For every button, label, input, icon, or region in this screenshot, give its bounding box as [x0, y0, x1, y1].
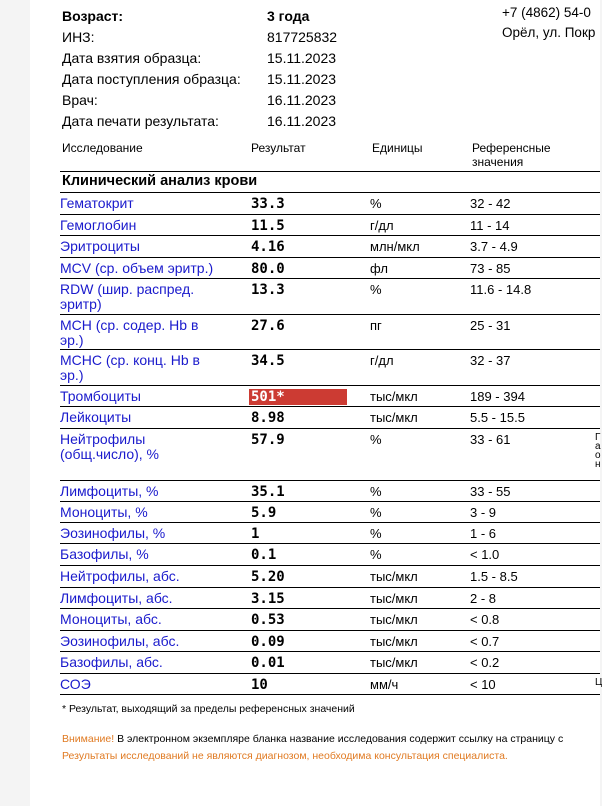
inz-value: 817725832	[267, 29, 338, 45]
test-name-link[interactable]	[60, 569, 245, 584]
test-name-line: Нейтрофилы	[60, 431, 146, 447]
test-name-link[interactable]	[60, 634, 245, 649]
result-value: 0.53	[251, 612, 285, 628]
result-units: %	[370, 196, 382, 211]
reference-range: 1.5 - 8.5	[470, 569, 518, 584]
table-row	[30, 652, 600, 674]
table-row	[30, 631, 600, 652]
inz-label: ИНЗ:	[62, 29, 95, 45]
result-units: пг	[370, 318, 382, 333]
result-value: 11.5	[251, 218, 285, 234]
result-value: 3.15	[251, 591, 285, 607]
test-name-link[interactable]	[60, 484, 245, 499]
comment-fragment: Г	[595, 432, 601, 443]
result-units: фл	[370, 261, 388, 276]
reference-range: < 10	[470, 677, 496, 692]
test-name-link[interactable]	[60, 353, 245, 383]
table-row	[30, 609, 600, 631]
test-name-link[interactable]	[60, 505, 245, 520]
table-row	[30, 193, 600, 215]
test-name-link[interactable]	[60, 432, 245, 462]
clinic-address: Орёл, ул. Покр	[502, 25, 596, 40]
test-name-link[interactable]	[60, 677, 245, 692]
test-name-line: Эозинофилы, %	[60, 525, 166, 541]
table-row	[30, 566, 600, 588]
reference-range: 11 - 14	[470, 218, 510, 233]
comment-fragment: о	[595, 450, 601, 461]
result-value: 4.16	[251, 239, 285, 255]
result-value: 34.5	[251, 353, 285, 369]
table-row	[30, 429, 600, 481]
doctor-label: Врач:	[62, 92, 98, 108]
col-header-test: Исследование	[62, 141, 143, 155]
reference-range: 25 - 31	[470, 318, 511, 333]
disclaimer: Результаты исследований не являются диагнозом, необходима консультация специалиста.	[62, 750, 508, 762]
test-name-line: СОЭ	[60, 676, 91, 692]
result-value: 35.1	[251, 484, 285, 500]
result-value: 33.3	[251, 196, 285, 212]
test-name-line: RDW (шир. распред.	[60, 281, 195, 297]
test-name-line: Базофилы, %	[60, 546, 149, 562]
result-value: 27.6	[251, 318, 285, 334]
reference-range: 1 - 6	[470, 526, 497, 541]
lab-report-sheet	[30, 0, 600, 806]
reference-range: 3 - 9	[470, 505, 497, 520]
table-row	[30, 279, 600, 315]
test-name-link[interactable]	[60, 526, 245, 541]
result-value-flagged: 501*	[249, 389, 347, 405]
notice	[62, 733, 563, 745]
table-row	[30, 502, 600, 523]
result-value: 0.1	[251, 547, 277, 563]
comment-fragment: н	[595, 459, 601, 470]
result-value: 57.9	[251, 432, 285, 448]
test-name-line: Лейкоциты	[60, 409, 132, 425]
doctor-value: 16.11.2023	[267, 92, 337, 108]
reference-range: < 0.7	[470, 634, 500, 649]
test-name-line: (общ.число), %	[60, 446, 159, 462]
col-header-result: Результат	[251, 141, 306, 155]
table-row	[30, 588, 600, 609]
clinic-phone: +7 (4862) 54-0	[502, 5, 591, 20]
test-name-line: Лимфоциты, %	[60, 483, 159, 499]
reference-range: 2 - 8	[470, 591, 497, 606]
test-name-line: Нейтрофилы, абс.	[60, 568, 180, 584]
test-name-line: Моноциты, абс.	[60, 611, 162, 627]
result-units: тыс/мкл	[370, 591, 418, 606]
result-units: тыс/мкл	[370, 389, 418, 404]
col-header-reference-line2: значения	[472, 155, 524, 169]
reference-range: 32 - 37	[470, 353, 511, 368]
table-row	[30, 315, 600, 350]
reference-range: 33 - 55	[470, 484, 511, 499]
test-name-link[interactable]	[60, 282, 245, 312]
test-name-link[interactable]	[60, 547, 245, 562]
test-name-line: MCHC (ср. конц. Hb в	[60, 352, 200, 368]
table-row	[30, 236, 600, 258]
comment-fragment: а	[595, 441, 601, 452]
reference-range: 33 - 61	[470, 432, 511, 447]
table-row	[30, 674, 600, 695]
reference-range: 3.7 - 4.9	[470, 239, 518, 254]
age-label: Возраст:	[62, 8, 124, 24]
test-name-link[interactable]	[60, 261, 245, 276]
table-row	[30, 350, 600, 386]
test-name-line: Тромбоциты	[60, 388, 141, 404]
sample-received-value: 15.11.2023	[267, 71, 337, 87]
result-units: %	[370, 432, 382, 447]
reference-range: 32 - 42	[470, 196, 511, 211]
test-name-line: Эозинофилы, абс.	[60, 633, 180, 649]
table-row	[30, 258, 600, 279]
test-name-line: Моноциты, %	[60, 504, 148, 520]
result-units: %	[370, 505, 382, 520]
test-name-link[interactable]	[60, 239, 245, 254]
test-name-line: Гематокрит	[60, 195, 134, 211]
result-units: %	[370, 282, 382, 297]
print-date-label: Дата печати результата:	[62, 113, 219, 129]
test-name-link[interactable]	[60, 410, 245, 425]
table-row	[30, 407, 600, 429]
result-units: %	[370, 547, 382, 562]
reference-range: < 1.0	[470, 547, 500, 562]
test-name-link[interactable]	[60, 591, 245, 606]
test-name-link[interactable]	[60, 612, 245, 627]
test-name-line: эр.)	[60, 367, 84, 383]
test-name-line: эр.)	[60, 332, 84, 348]
table-row	[30, 215, 600, 236]
test-name-line: Эритроциты	[60, 238, 140, 254]
reference-range: 5.5 - 15.5	[470, 410, 525, 425]
test-name-link[interactable]	[60, 196, 245, 211]
result-value: 0.09	[251, 634, 285, 650]
notice-text: В электронном экземпляре бланка название исследования содержит ссылку на страницу с	[114, 733, 564, 745]
test-name-line: Гемоглобин	[60, 217, 137, 233]
result-units: %	[370, 526, 382, 541]
reference-range: 11.6 - 14.8	[470, 282, 532, 297]
test-name-line: Базофилы, абс.	[60, 654, 163, 670]
result-units: %	[370, 484, 382, 499]
result-units: г/дл	[370, 218, 394, 233]
col-header-units: Единицы	[372, 141, 423, 155]
result-value: 13.3	[251, 282, 285, 298]
result-units: тыс/мкл	[370, 569, 418, 584]
table-row	[30, 523, 600, 544]
reference-range: 189 - 394	[470, 389, 525, 404]
test-name-link[interactable]	[60, 389, 245, 404]
result-units: мм/ч	[370, 677, 399, 692]
comment-fragment: Ц	[595, 677, 602, 688]
test-name-link[interactable]	[60, 318, 245, 348]
test-name-line: Лимфоциты, абс.	[60, 590, 173, 606]
age-value: 3 года	[267, 8, 310, 24]
col-header-reference	[472, 141, 551, 169]
table-row	[30, 544, 600, 566]
sample-received-label: Дата поступления образца:	[62, 71, 241, 87]
result-units: млн/мкл	[370, 239, 420, 254]
result-units: г/дл	[370, 353, 394, 368]
footnote: * Результат, выходящий за пределы референсных значений	[62, 703, 355, 715]
test-name-link[interactable]	[60, 218, 245, 233]
reference-range: < 0.2	[470, 655, 500, 670]
row-rule	[60, 694, 600, 695]
result-value: 10	[251, 677, 268, 693]
section-title: Клинический анализ крови	[62, 173, 258, 189]
result-value: 1	[251, 526, 260, 542]
print-date-value: 16.11.2023	[267, 113, 337, 129]
result-value: 0.01	[251, 655, 285, 671]
test-name-link[interactable]	[60, 655, 245, 670]
result-units: тыс/мкл	[370, 612, 418, 627]
col-header-reference-line1: Референсные	[472, 141, 551, 155]
reference-range: 73 - 85	[470, 261, 511, 276]
table-row	[30, 481, 600, 502]
result-value: 5.20	[251, 569, 285, 585]
sample-taken-value: 15.11.2023	[267, 50, 337, 66]
result-value: 8.98	[251, 410, 285, 426]
reference-range: < 0.8	[470, 612, 500, 627]
result-value: 80.0	[251, 261, 285, 277]
result-units: тыс/мкл	[370, 410, 418, 425]
header-rule	[60, 171, 600, 172]
notice-label: Внимание!	[62, 733, 115, 745]
test-name-line: MCV (ср. объем эритр.)	[60, 260, 214, 276]
result-units: тыс/мкл	[370, 655, 418, 670]
sample-taken-label: Дата взятия образца:	[62, 50, 202, 66]
table-row	[30, 386, 600, 407]
test-name-line: эритр)	[60, 296, 102, 312]
test-name-line: MCH (ср. содер. Hb в	[60, 317, 199, 333]
result-value: 5.9	[251, 505, 277, 521]
result-units: тыс/мкл	[370, 634, 418, 649]
